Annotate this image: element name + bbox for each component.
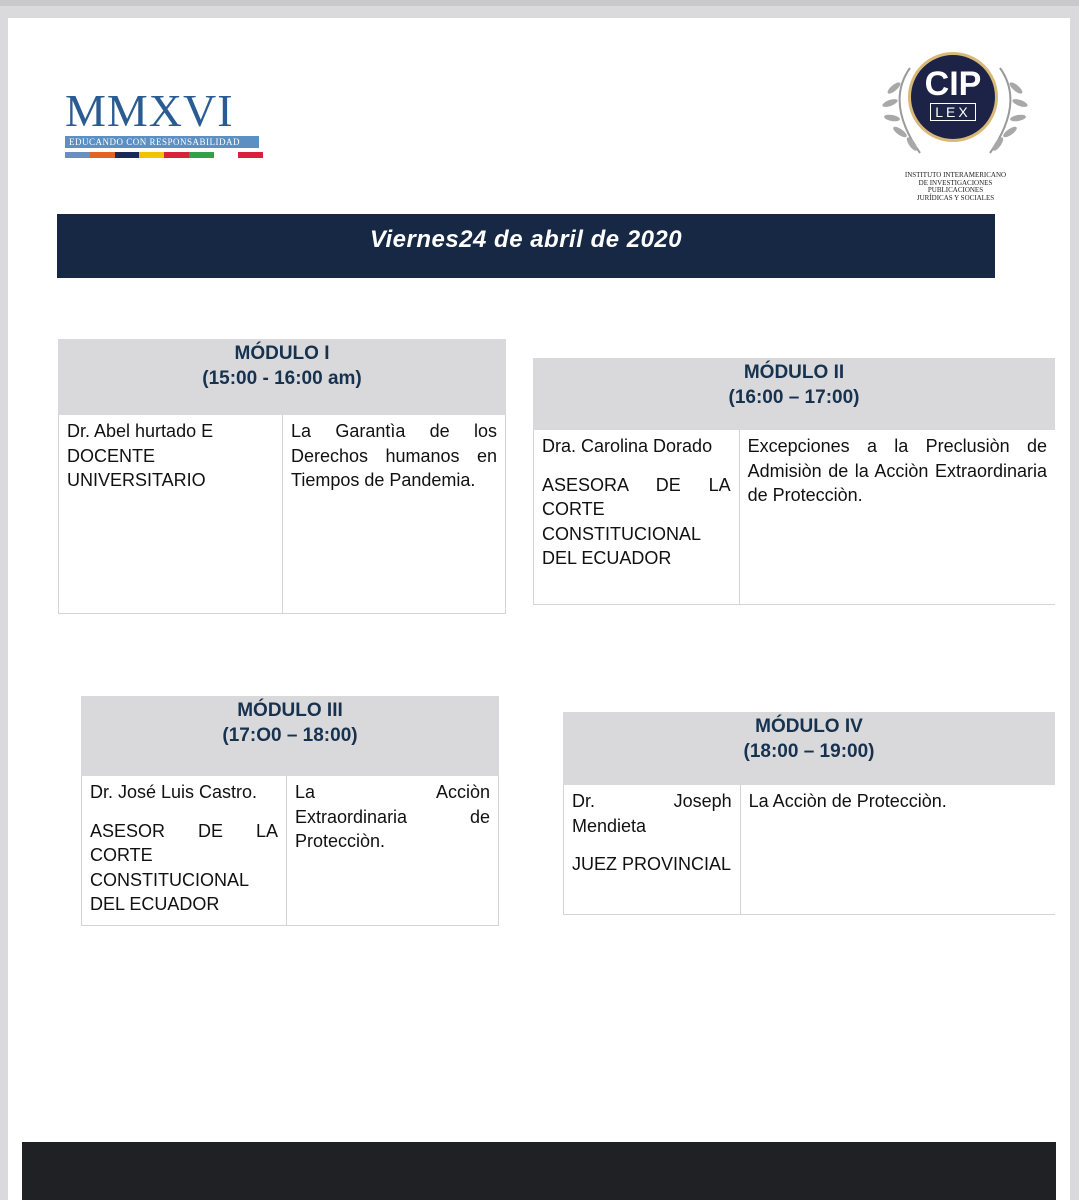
speaker-role: ASESOR DE LA CORTE CONSTITUCIONAL DEL ECUADOR: [90, 820, 279, 914]
module-1-topic-cell: [283, 415, 505, 613]
module-4-speaker-cell: [564, 785, 741, 914]
speaker-name: Dr. José Luis Castro.: [90, 782, 258, 802]
logo-stripe: [65, 152, 90, 158]
module-time: (16:00 – 17:00): [728, 387, 860, 408]
date-banner: [57, 214, 995, 278]
org-line: JURÍDICAS Y SOCIALES: [916, 193, 995, 202]
topic-text: La Garantìa de los Derechos humanos en Tiempos de Pandemia.: [291, 421, 497, 490]
logo-stripe: [189, 152, 214, 158]
module-2-table: [533, 358, 1055, 605]
module-3-topic-cell: [287, 776, 498, 925]
module-title: MÓDULO I: [234, 343, 330, 364]
module-3-header: [81, 696, 499, 776]
topic-text: La Acciòn Extraordinaria de Protecciòn.: [295, 782, 490, 851]
top-edge: [0, 0, 1079, 6]
lex-text: LEX: [930, 103, 975, 121]
org-line: DE INVESTIGACIONES: [918, 178, 993, 187]
speaker-role: DOCENTE UNIVERSITARIO: [67, 445, 206, 490]
topic-text: Excepciones a la Preclusiòn de Admisiòn de la Acciòn Extraordinaria de Protecciòn.: [747, 436, 1047, 505]
module-3-table: [81, 696, 499, 926]
module-1-table: [58, 339, 506, 614]
logo-stripe: [164, 152, 189, 158]
module-2-speaker-cell: [534, 430, 740, 604]
speaker-name: Dr. Abel hurtado E: [67, 421, 214, 441]
logo-stripe: [238, 152, 263, 158]
module-2-body: [533, 430, 1055, 605]
module-time: (18:00 – 19:00): [743, 741, 875, 762]
logo-stripe: [90, 152, 115, 158]
org-line: PUBLICACIONES: [927, 186, 984, 194]
module-4-table: [563, 712, 1055, 915]
module-4-header: [563, 712, 1055, 785]
date-banner-text: Viernes24 de abril de 2020: [369, 226, 683, 253]
module-title: MÓDULO IV: [755, 716, 863, 737]
cip-lex-logo: [880, 48, 1030, 213]
module-2-header: [533, 358, 1055, 430]
mmxvi-logo: [65, 85, 265, 158]
speaker-name: Dr. Joseph Mendieta: [572, 791, 732, 836]
speaker-role: ASESORA DE LA CORTE CONSTITUCIONAL DEL ECUADOR: [542, 474, 731, 568]
logo-stripe: [214, 152, 239, 158]
module-3-body: [81, 776, 499, 926]
module-time: (15:00 - 16:00 am): [202, 368, 362, 389]
cip-text: CIP: [924, 65, 982, 103]
mmxvi-logo-word: MMXVI: [65, 85, 234, 136]
module-2-topic-cell: [740, 430, 1055, 604]
module-title: MÓDULO III: [237, 700, 343, 721]
org-line: INSTITUTO INTERAMERICANO: [904, 171, 1007, 179]
module-4-topic-cell: [741, 785, 1055, 914]
mmxvi-logo-tagline: EDUCANDO CON RESPONSABILIDAD: [65, 136, 259, 148]
module-1-speaker-cell: [59, 415, 283, 613]
logo-stripe: [115, 152, 140, 158]
logo-stripe: [139, 152, 164, 158]
speaker-name: Dra. Carolina Dorado: [542, 436, 713, 456]
module-4-body: [563, 785, 1055, 915]
cip-lex-circle: [908, 52, 998, 142]
module-time: (17:O0 – 18:00): [222, 725, 358, 746]
mmxvi-logo-stripes: [65, 152, 263, 158]
module-3-speaker-cell: [82, 776, 287, 925]
speaker-role: JUEZ PROVINCIAL: [572, 854, 732, 874]
footer-bar: [22, 1142, 1056, 1200]
module-1-body: [58, 415, 506, 614]
topic-text: La Acciòn de Protecciòn.: [748, 791, 947, 811]
cip-lex-org-name: [888, 172, 1023, 202]
module-1-header: [58, 339, 506, 415]
module-title: MÓDULO II: [743, 362, 845, 383]
